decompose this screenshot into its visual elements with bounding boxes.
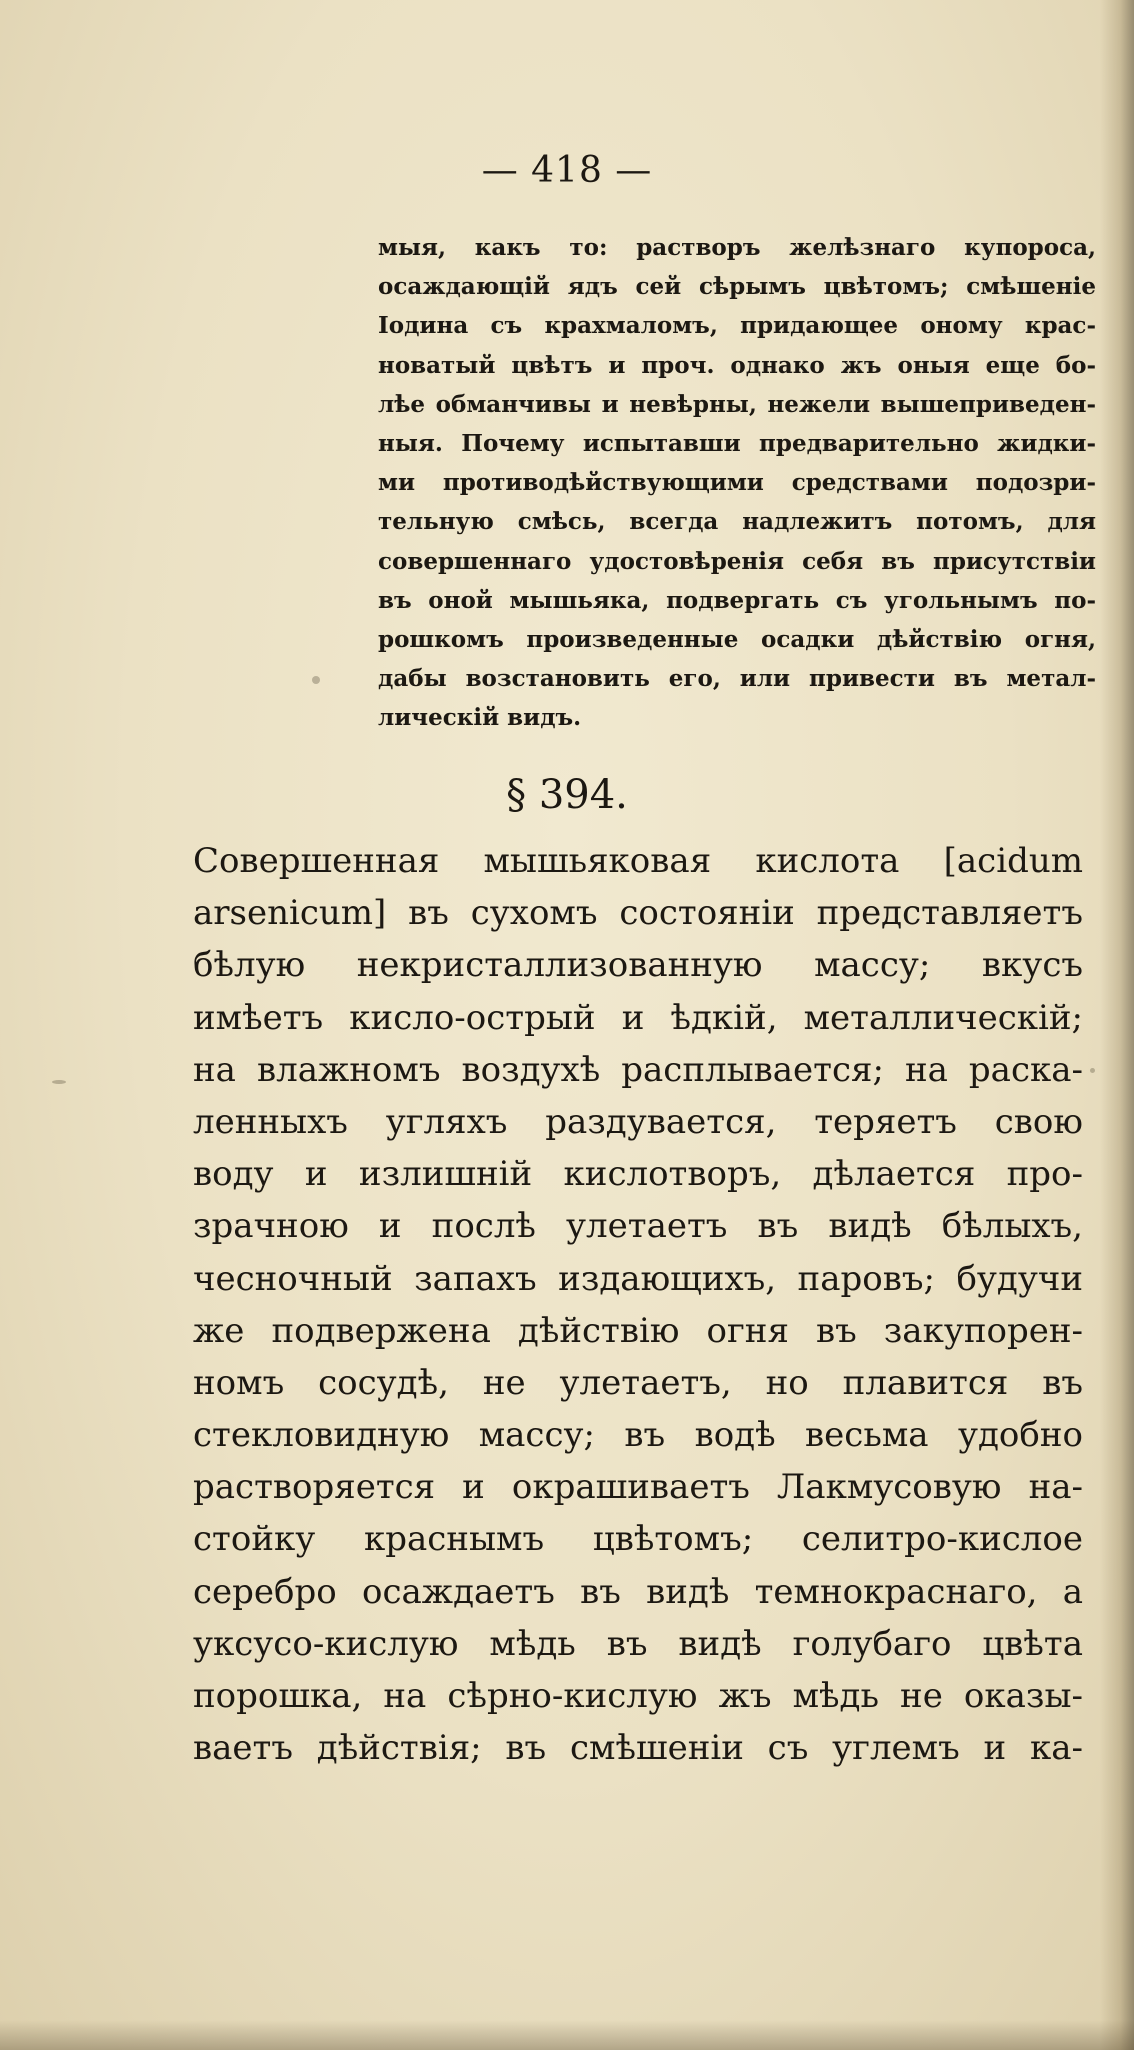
text-line: ныя. Почему испытавши предварительно жидки-: [378, 429, 1096, 457]
text-line: мыя, какъ то: растворъ желѣзнаго купороса,: [378, 234, 1096, 261]
paper-speck: [52, 1080, 66, 1084]
text-line: растворяется и окрашиваетъ Лакмусовую на-: [193, 1467, 1083, 1508]
text-line: дабы возстановить его, или привести въ метал-: [378, 665, 1096, 693]
section-heading: § 394.: [506, 772, 628, 818]
page-edge-shadow: [1100, 0, 1134, 2050]
text-line: Совершенная мышьяковая кислота [acidum: [193, 841, 1083, 881]
text-line: бѣлую некристаллизованную массу; вкусъ: [193, 945, 1083, 986]
text-line: номъ сосудѣ, не улетаетъ, но плавится въ: [193, 1362, 1083, 1403]
text-line: осаждающій ядъ сей сѣрымъ цвѣтомъ; смѣшеніе: [378, 273, 1096, 301]
text-line: порошка, на сѣрно-кислую жъ мѣдь не оказы-: [193, 1676, 1083, 1716]
text-line: въ оной мышьяка, подвергать съ угольнымъ по-: [378, 586, 1096, 614]
text-line: рошкомъ произведенные осадки дѣйствію огня,: [378, 625, 1096, 653]
paper-speck: [1090, 1068, 1095, 1073]
text-line: лическій видъ.: [378, 704, 582, 732]
text-line: ми противодѣйствующими средствами подозри-: [378, 469, 1096, 497]
text-line: серебро осаждаетъ въ видѣ темнокраснаго, а: [193, 1571, 1083, 1612]
text-line: же подвержена дѣйствію огня въ закупорен-: [193, 1310, 1083, 1351]
text-line: имѣетъ кисло-острый и ѣдкій, металлическій;: [193, 997, 1083, 1038]
text-line: воду и излишній кислотворъ, дѣлается про-: [193, 1154, 1083, 1195]
text-line: ваетъ дѣйствія; въ смѣшеніи съ углемъ и ка-: [193, 1728, 1083, 1769]
main-text-block: [193, 835, 1083, 1774]
footnote-text-block: [378, 228, 1096, 737]
text-line: зрачною и послѣ улетаетъ въ видѣ бѣлыхъ,: [193, 1206, 1083, 1247]
text-line: лѣе обманчивы и невѣрны, нежели вышеприведен-: [378, 390, 1096, 418]
text-line: тельную смѣсь, всегда надлежитъ потомъ, для: [378, 508, 1096, 536]
text-line: новатый цвѣтъ и проч. однако жъ оныя еще бо-: [378, 351, 1096, 379]
page-bottom-shadow: [0, 2020, 1134, 2050]
text-line: arsenicum] въ сухомъ состояніи представляетъ: [193, 893, 1083, 934]
text-line: совершеннаго удостовѣренія себя въ присутствіи: [378, 547, 1096, 575]
text-line: ленныхъ угляхъ раздувается, теряетъ свою: [193, 1101, 1083, 1142]
text-line: на влажномъ воздухѣ расплывается; на раска-: [193, 1049, 1083, 1090]
text-line: Іодина съ крахмаломъ, придающее оному крас-: [378, 312, 1096, 340]
text-line: уксусо-кислую мѣдь въ видѣ голубаго цвѣта: [193, 1623, 1083, 1664]
page-number: — 418 —: [481, 150, 653, 191]
text-line: чесночный запахъ издающихъ, паровъ; будучи: [193, 1258, 1083, 1299]
paper-speck: [312, 676, 320, 684]
text-line: стойку краснымъ цвѣтомъ; селитро-кислое: [193, 1519, 1083, 1560]
text-line: стекловидную массу; въ водѣ весьма удобно: [193, 1415, 1083, 1456]
